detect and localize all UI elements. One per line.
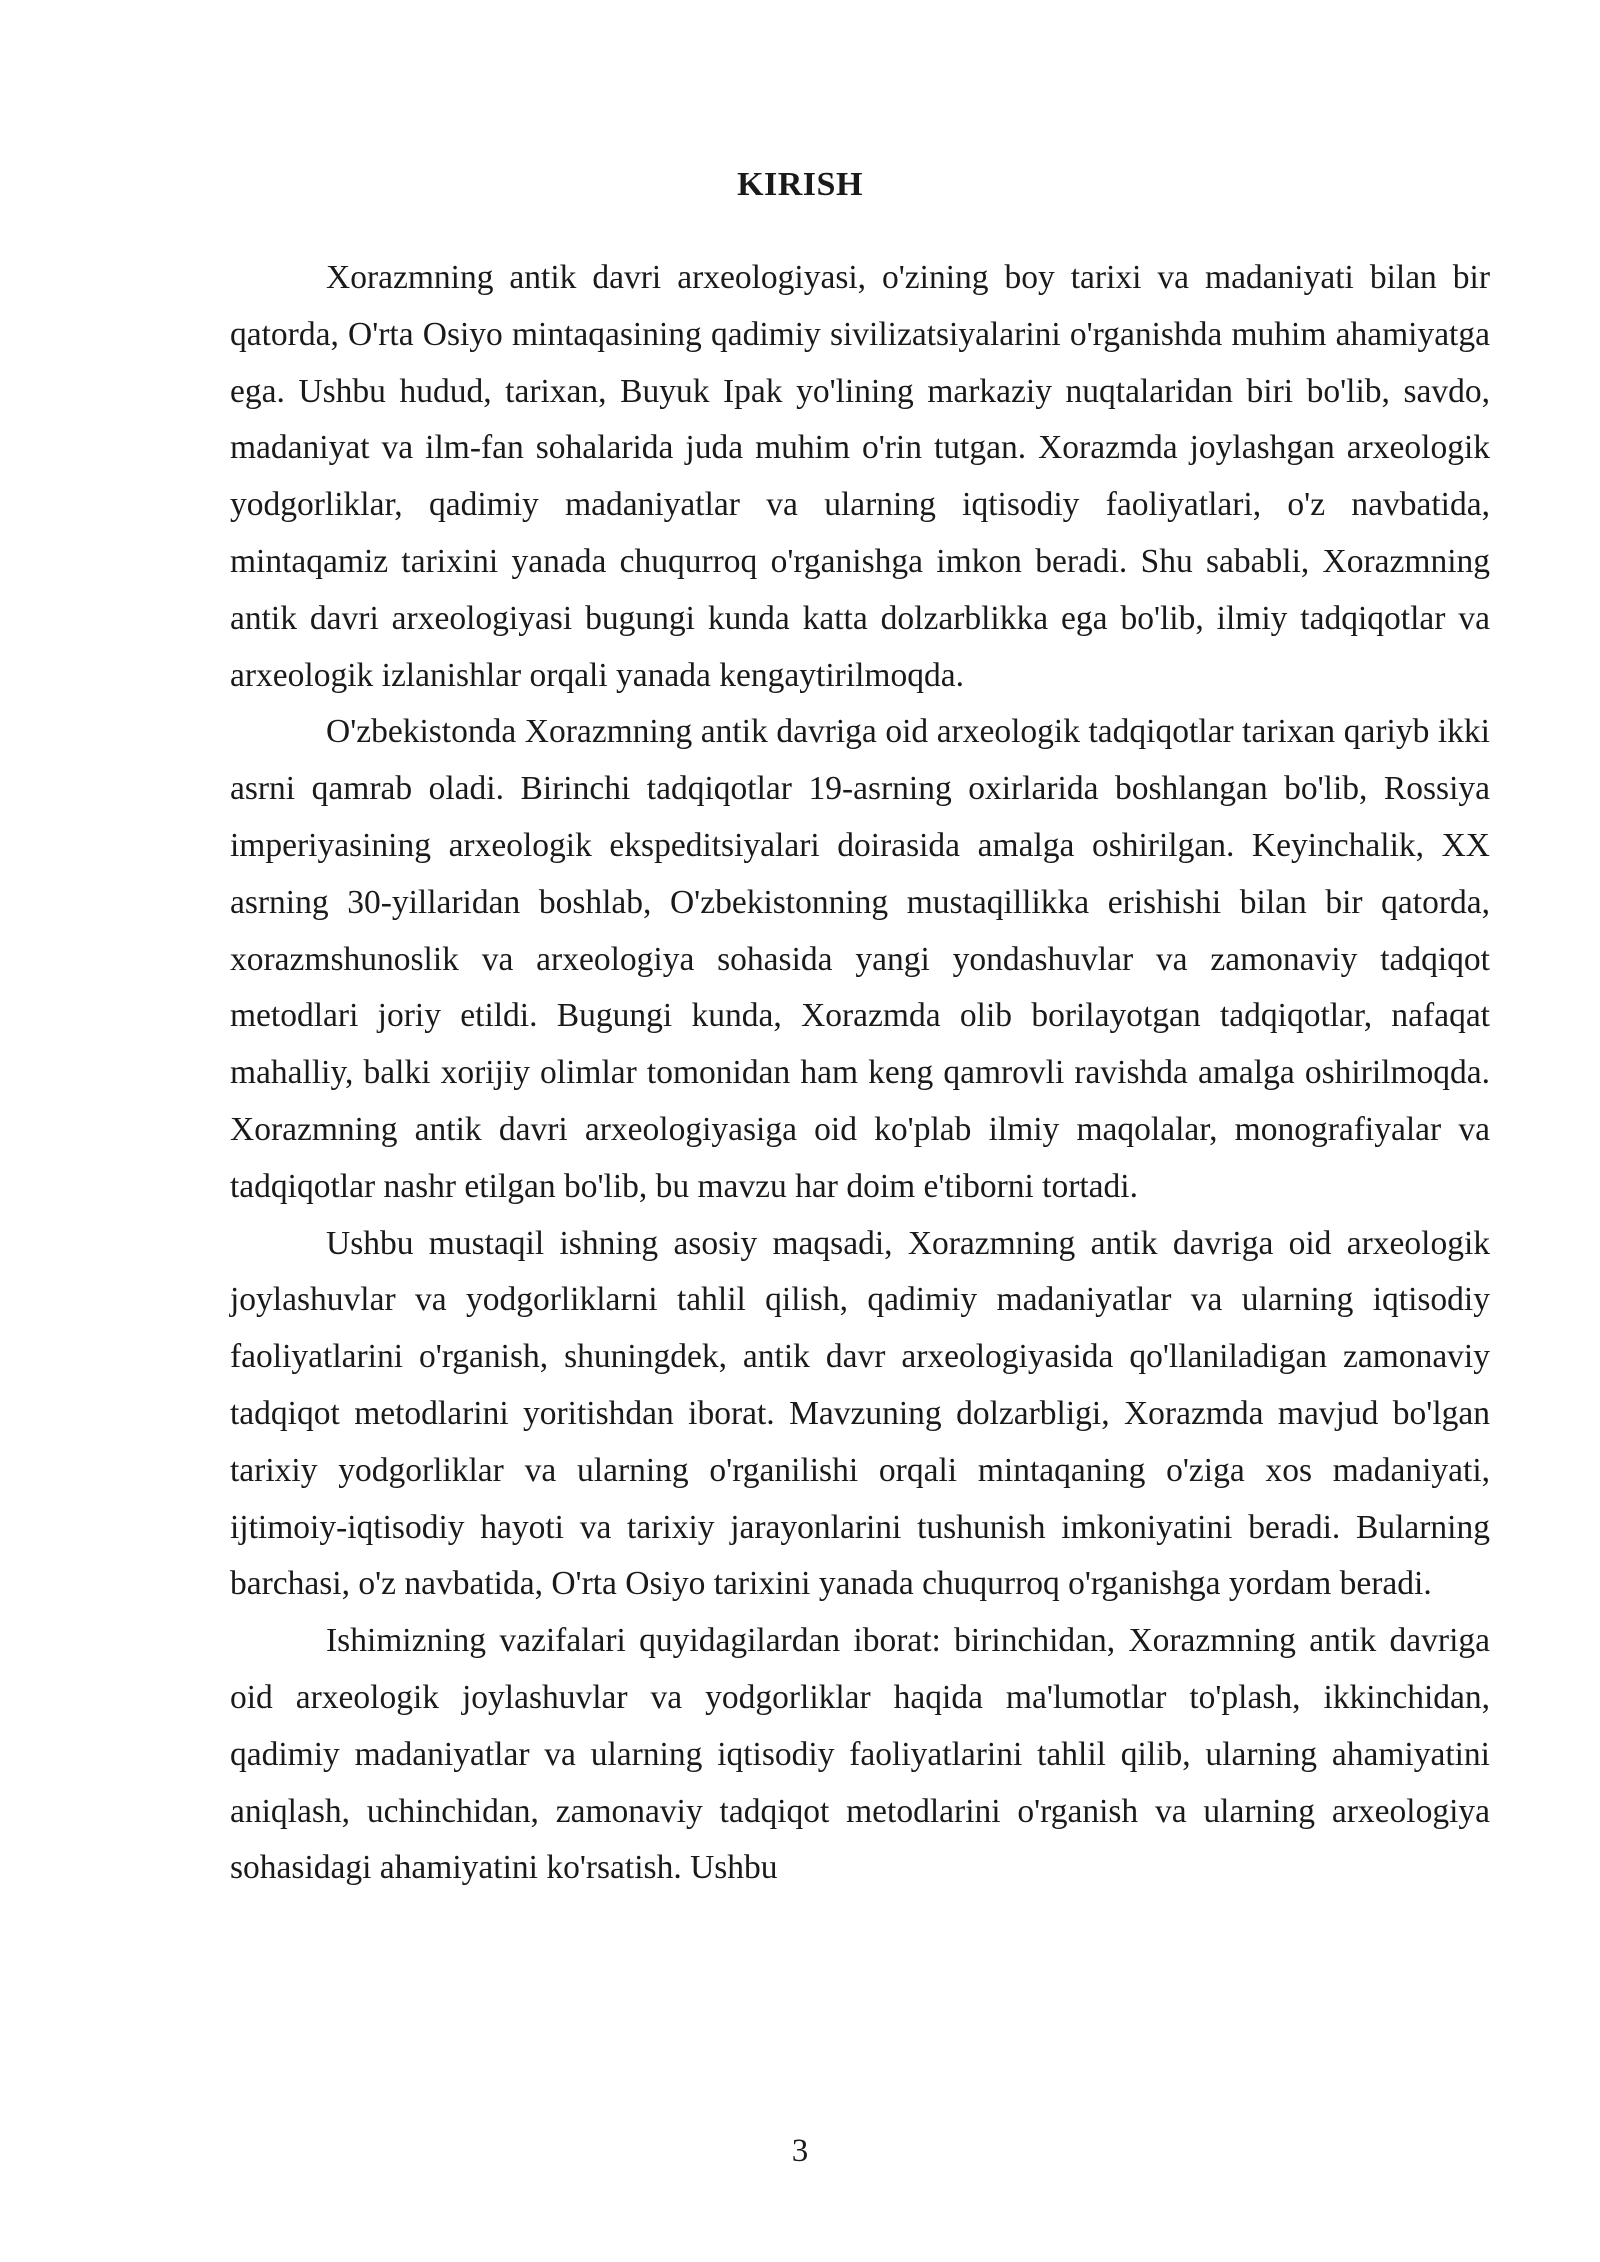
paragraph: Ushbu mustaqil ishning asosiy maqsadi, Xorazmning antik davriga oid arxeologik joylashuvlar va yodgorliklarni tahlil qilish, qadimiy madaniyatlar va ularning iqtisodiy faoliyatlarini o'rganish, shuningdek, antik davr arxeologiyasida qo'llaniladigan zamonaviy tadqiqot metodlarini yoritishdan iborat. Mavzuning dolzarbligi, Xorazmda mavjud bo'lgan tarixiy yodgorliklar va ularning o'rganilishi orqali mintaqaning o'ziga xos madaniyati, ijtimoiy-iqtisodiy hayoti va tarixiy jarayonlarini tushunish imkoniyatini beradi. Bularning barchasi, o'z navbatida, O'rta Osiyo tarixini yanada chuqurroq o'rganishga yordam beradi. bbox=[230, 1224, 1490, 1603]
section-title: KIRISH bbox=[737, 166, 863, 203]
page-number: 3 bbox=[791, 2133, 809, 2169]
paragraph: Ishimizning vazifalari quyidagilardan iborat: birinchidan, Xorazmning antik davriga oid arxeologik joylashuvlar va yodgorliklar haqida ma'lumotlar to'plash, ikkinchidan, qadimiy madaniyatlar va ularning iqtisodiy faoliyatlarini tahlil qilib, ularning ahamiyatini aniqlash, uchinchidan, zamonaviy tadqiqot metodlarini o'rganish va ularning arxeologiya sohasidagi ahamiyatini ko'rsatish. Ushbu bbox=[230, 1622, 1490, 1887]
paragraph: O'zbekistonda Xorazmning antik davriga oid arxeologik tadqiqotlar tarixan qariyb ikki asrni qamrab oladi. Birinchi tadqiqotlar 19-asrning oxirlarida boshlangan bo'lib, Rossiya imperiyasining arxeologik ekspeditsiyalari doirasida amalga oshirilgan. Keyinchalik, XX asrning 30-yillaridan boshlab, O'zbekistonning mustaqillikka erishishi bilan bir qatorda, xorazmshunoslik va arxeologiya sohasida yangi yondashuvlar va zamonaviy tadqiqot metodlari joriy etildi. Bugungi kunda, Xorazmda olib borilayotgan tadqiqotlar, nafaqat mahalliy, balki xorijiy olimlar tomonidan ham keng qamrovli ravishda amalga oshirilmoqda. Xorazmning antik davri arxeologiyasiga oid ko'plab ilmiy maqolalar, monografiyalar va tadqiqotlar nashr etilgan bo'lib, bu mavzu har doim e'tiborni tortadi. bbox=[230, 713, 1490, 1205]
paragraph: Xorazmning antik davri arxeologiyasi, o'zining boy tarixi va madaniyati bilan bir qatorda, O'rta Osiyo mintaqasining qadimiy sivilizatsiyalarini o'rganishda muhim ahamiyatga ega. Ushbu hudud, tarixan, Buyuk Ipak yo'lining markaziy nuqtalaridan biri bo'lib, savdo, madaniyat va ilm-fan sohalarida juda muhim o'rin tutgan. Xorazmda joylashgan arxeologik yodgorliklar, qadimiy madaniyatlar va ularning iqtisodiy faoliyatlari, o'z navbatida, mintaqamiz tarixini yanada chuqurroq o'rganishga imkon beradi. Shu sababli, Xorazmning antik davri arxeologiyasi bugungi kunda katta dolzarblikka ega bo'lib, ilmiy tadqiqotlar va arxeologik izlanishlar orqali yanada kengaytirilmoqda. bbox=[230, 259, 1490, 694]
body-text bbox=[230, 250, 1490, 1897]
